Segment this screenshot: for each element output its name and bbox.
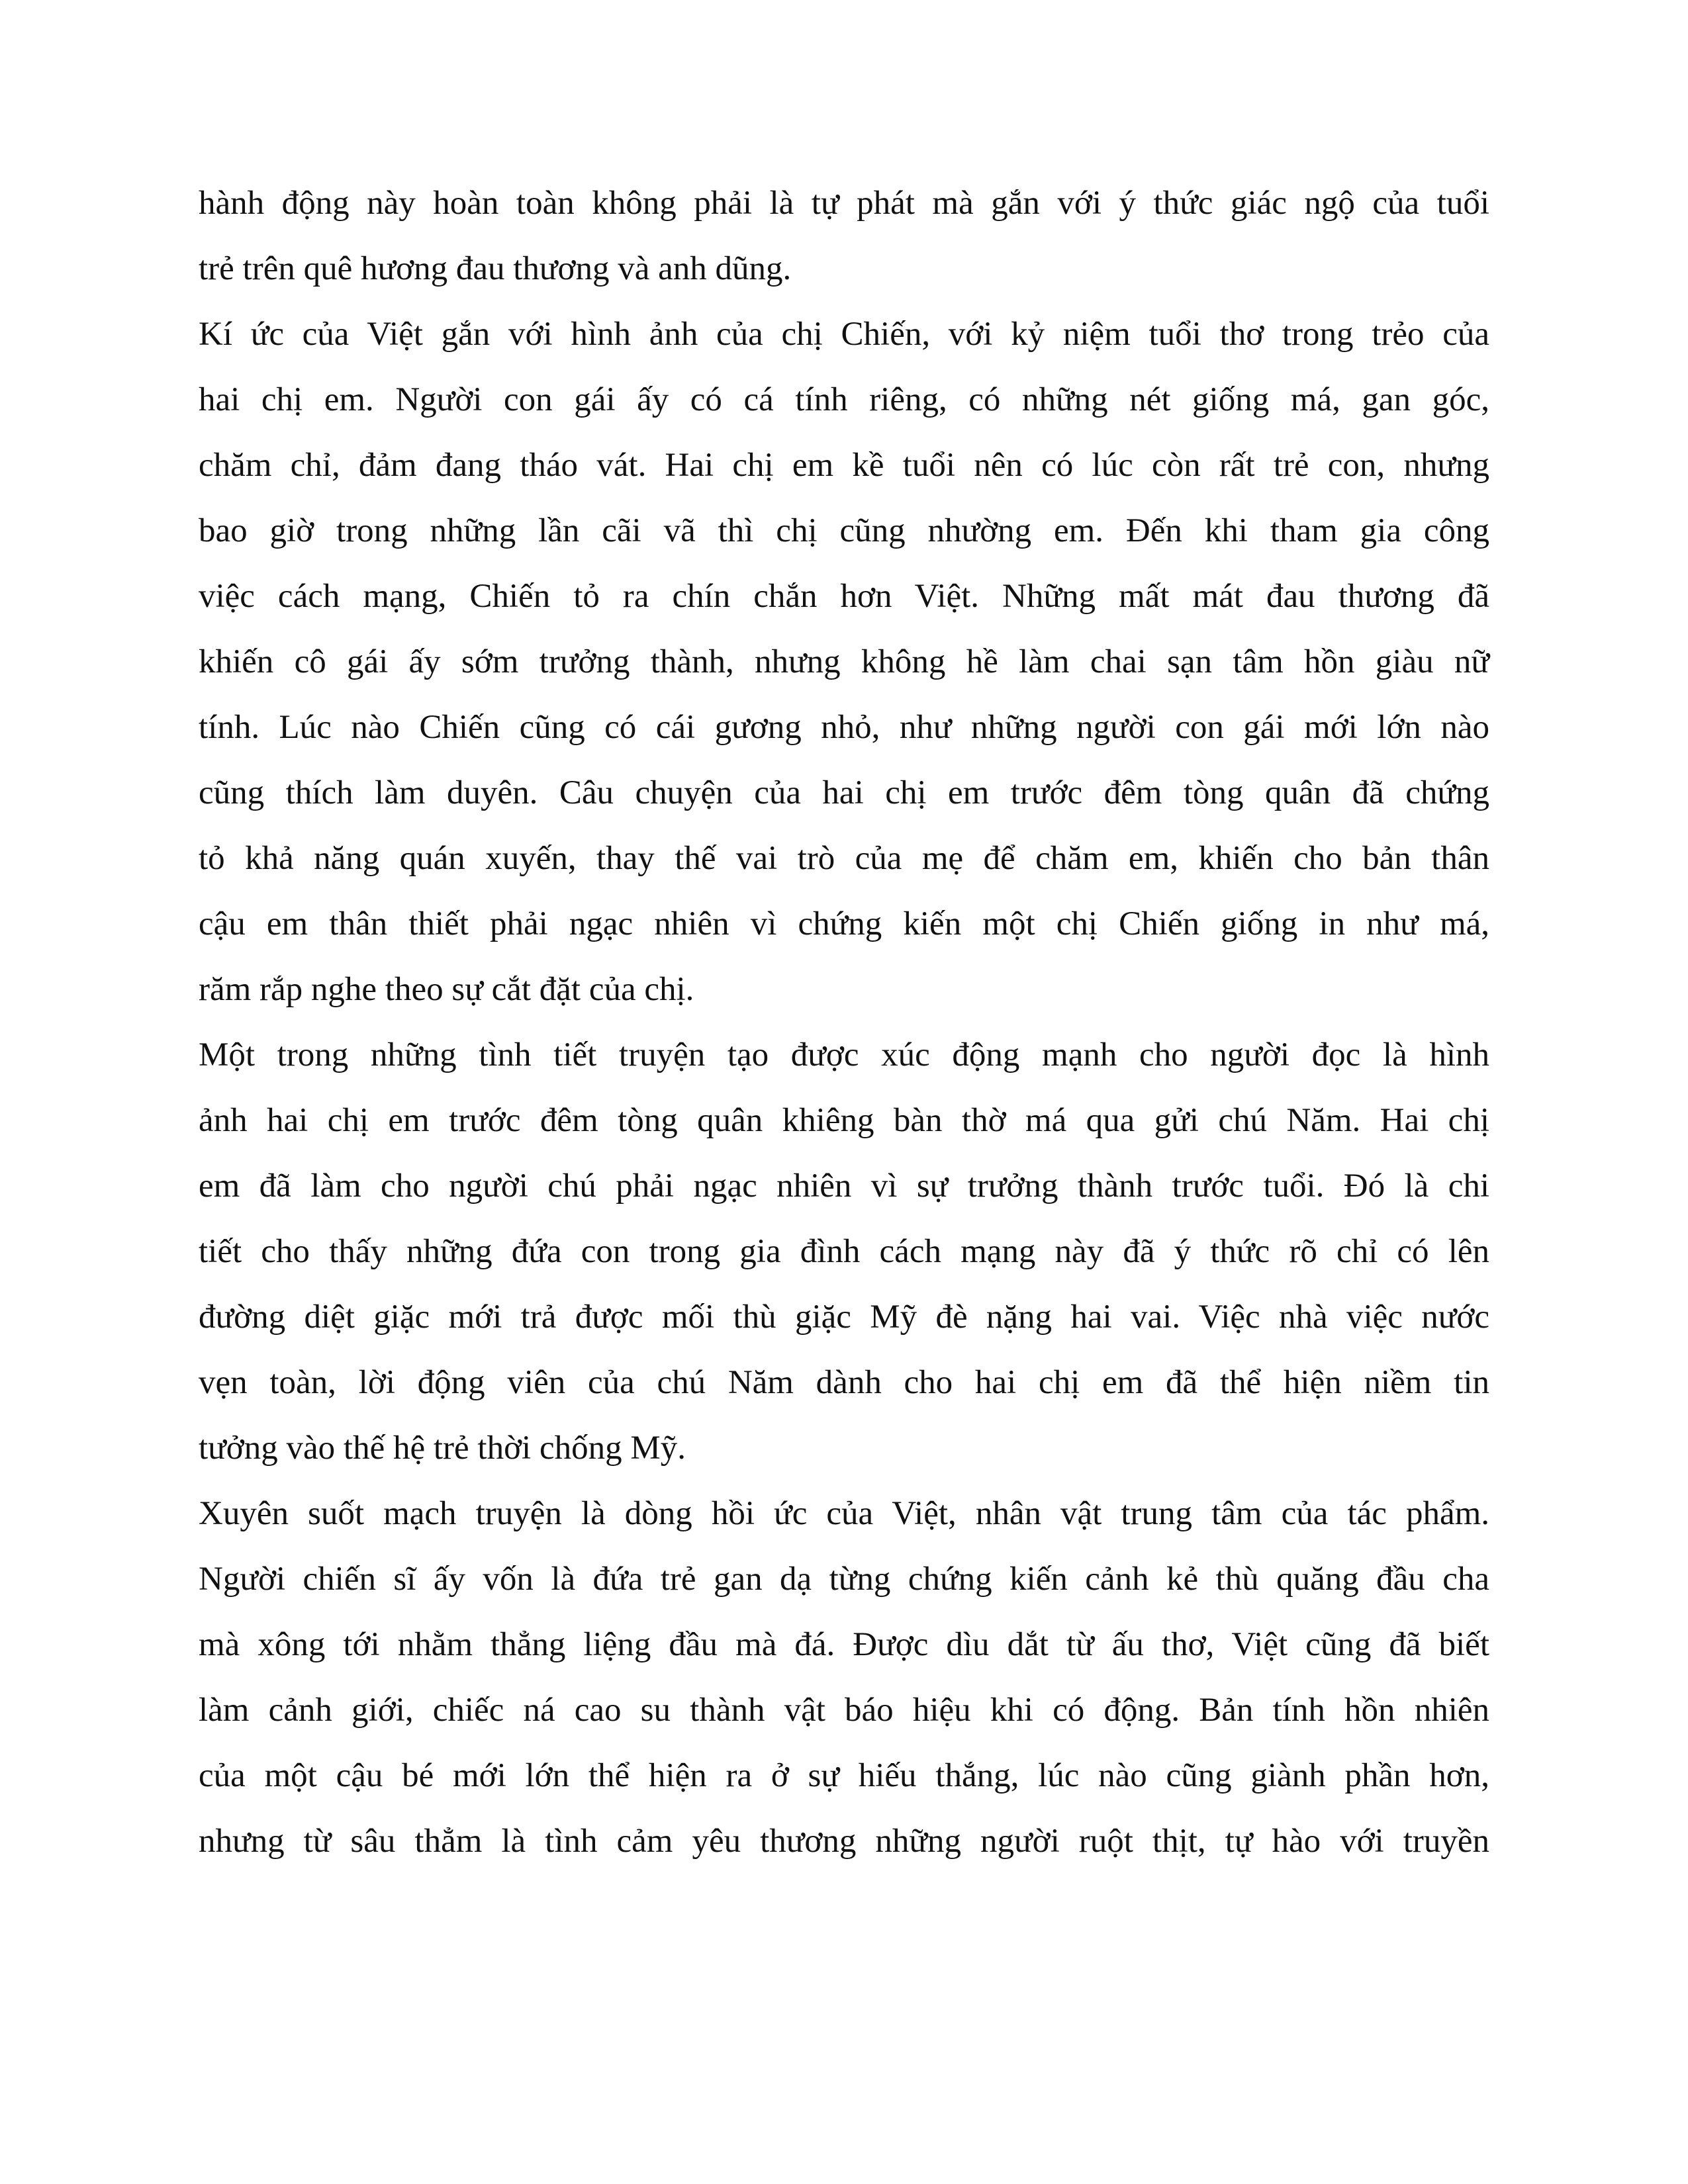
text-line: khiến cô gái ấy sớm trưởng thành, nhưng không hề làm chai sạn tâm hồn giàu nữ <box>199 643 1489 680</box>
text-line: trẻ trên quê hương đau thương và anh dũng. <box>199 250 792 287</box>
text-line: Người chiến sĩ ấy vốn là đứa trẻ gan dạ từng chứng kiến cảnh kẻ thù quăng đầu cha <box>199 1561 1489 1598</box>
text-line: hai chị em. Người con gái ấy có cá tính riêng, có những nét giống má, gan góc, <box>199 381 1489 418</box>
text-line: việc cách mạng, Chiến tỏ ra chín chắn hơn Việt. Những mất mát đau thương đã <box>199 578 1489 615</box>
text-line: ảnh hai chị em trước đêm tòng quân khiêng bàn thờ má qua gửi chú Năm. Hai chị <box>199 1102 1489 1139</box>
text-line: mà xông tới nhằm thẳng liệng đầu mà đá. Được dìu dắt từ ấu thơ, Việt cũng đã biết <box>199 1626 1489 1663</box>
text-line: em đã làm cho người chú phải ngạc nhiên vì sự trưởng thành trước tuổi. Đó là chi <box>199 1167 1489 1205</box>
text-line: tỏ khả năng quán xuyến, thay thế vai trò của mẹ để chăm em, khiến cho bản thân <box>199 840 1489 877</box>
text-line: chăm chỉ, đảm đang tháo vát. Hai chị em kề tuổi nên có lúc còn rất trẻ con, nhưng <box>199 447 1489 484</box>
text-line: tính. Lúc nào Chiến cũng có cái gương nhỏ, như những người con gái mới lớn nào <box>199 709 1489 746</box>
text-line: làm cảnh giới, chiếc ná cao su thành vật báo hiệu khi có động. Bản tính hồn nhiên <box>199 1692 1489 1729</box>
text-line: tưởng vào thế hệ trẻ thời chống Mỹ. <box>199 1430 686 1467</box>
text-line: tiết cho thấy những đứa con trong gia đình cách mạng này đã ý thức rõ chỉ có lên <box>199 1233 1489 1270</box>
text-line: hành động này hoàn toàn không phải là tự phát mà gắn với ý thức giác ngộ của tuổi <box>199 185 1489 222</box>
text-line: cậu em thân thiết phải ngạc nhiên vì chứng kiến một chị Chiến giống in như má, <box>199 905 1489 942</box>
text-line: Một trong những tình tiết truyện tạo được xúc động mạnh cho người đọc là hình <box>199 1036 1489 1073</box>
text-line: Xuyên suốt mạch truyện là dòng hồi ức của Việt, nhân vật trung tâm của tác phẩm. <box>199 1495 1489 1532</box>
text-line: Kí ức của Việt gắn với hình ảnh của chị Chiến, với kỷ niệm tuổi thơ trong trẻo của <box>199 316 1489 353</box>
text-line: vẹn toàn, lời động viên của chú Năm dành cho hai chị em đã thể hiện niềm tin <box>199 1364 1489 1401</box>
body-text <box>199 171 1489 1874</box>
text-line: của một cậu bé mới lớn thể hiện ra ở sự hiếu thắng, lúc nào cũng giành phần hơn, <box>199 1757 1489 1794</box>
text-line: bao giờ trong những lần cãi vã thì chị cũng nhường em. Đến khi tham gia công <box>199 512 1489 549</box>
text-line: đường diệt giặc mới trả được mối thù giặc Mỹ đè nặng hai vai. Việc nhà việc nước <box>199 1298 1489 1336</box>
text-line: răm rắp nghe theo sự cắt đặt của chị. <box>199 971 694 1008</box>
text-line: cũng thích làm duyên. Câu chuyện của hai chị em trước đêm tòng quân đã chứng <box>199 774 1489 811</box>
text-line: nhưng từ sâu thẳm là tình cảm yêu thương những người ruột thịt, tự hào với truyền <box>199 1823 1489 1860</box>
